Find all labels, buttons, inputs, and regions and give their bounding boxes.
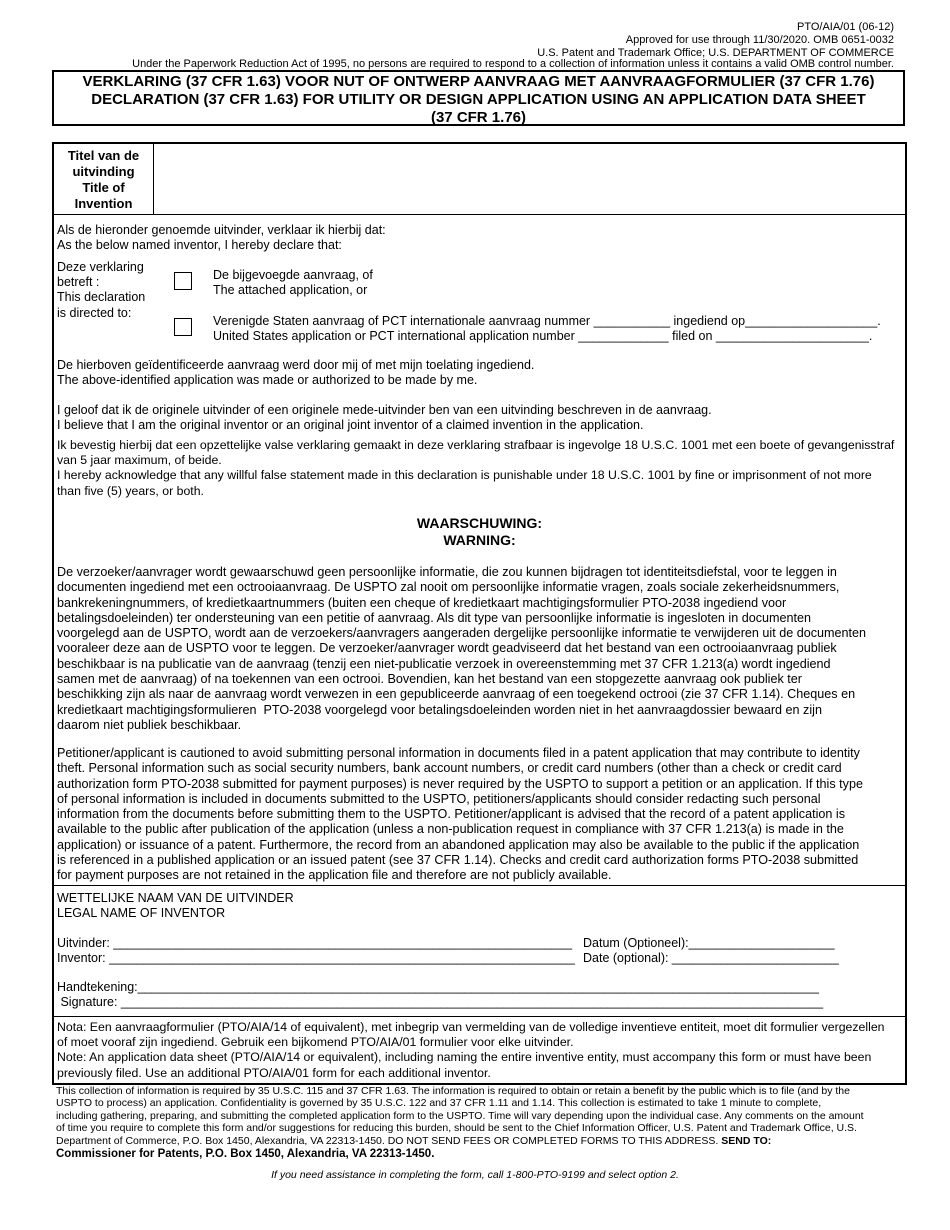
warning-line: for payment purposes are not retained in the application file and therefore are not publicly available.: [57, 868, 612, 883]
commissioner-address: Commissioner for Patents, P.O. Box 1450, Alexandria, VA 22313-1450.: [56, 1148, 435, 1161]
signature-field[interactable]: Handtekening:__________________________________________________________________________________________________ Signature: _____________________________________________________________________________________________________: [57, 980, 824, 1010]
warning-line: daarom niet publiek beschikbaar.: [57, 717, 242, 732]
invention-title-row: [54, 144, 905, 215]
declare-intro: Als de hieronder genoemde uitvinder, verklaar ik hierbij dat: As the below named inventor, I hereby declare that:: [57, 223, 386, 253]
warning-line: beschikking zijn als naar de aanvraag wordt verwezen in een gepubliceerde aanvraag of een toegekend octrooi (zie 37 CFR 1.14). Cheques en: [57, 687, 856, 702]
agency-name: U.S. Patent and Trademark Office; U.S. DEPARTMENT OF COMMERCE: [537, 47, 894, 59]
directed-to-label: Deze verklaring betreft : This declaration is directed to:: [57, 260, 146, 320]
original-inventor-statement: I geloof dat ik de originele uitvinder of een originele mede-uitvinder ben van een uitvinding beschreven in de aanvraag. I believe that I am the original inventor or an original joint inventor of a claimed invention in the application.: [57, 403, 712, 433]
attached-application-checkbox[interactable]: [174, 272, 192, 290]
warning-line: beschikbaar is na publicatie van de aanvraag (tenzij een niet-publicatie verzoek in overeenstemming met 37 CFR 1.213(a) wordt ingediend: [57, 656, 831, 671]
declaration-form: [52, 142, 907, 1085]
warning-line: application) or issuance of a patent. Furthermore, the record from an abandoned application may also be available to the public if the application: [57, 837, 860, 852]
divider: [54, 885, 905, 886]
warning-line: of personal information is included in documents submitted to the USPTO, petitioners/applicants should consider redacting such personal: [57, 791, 821, 806]
inventor-name-field[interactable]: Uitvinder: __________________________________________________________________ Inventor: ___________________________________________________________________: [57, 936, 575, 966]
false-statement-acknowledgement: Ik bevestig hierbij dat een opzettelijke valse verklaring gemaakt in deze verklaring strafbaar is ingevolge 18 U.S.C. 1001 met een boete of gevangenisstraf van 5 jaar maximum, of beide. I hereby acknowledge that any willful false statement made in this declaration is punishable under 18 U.S.C. 1001 by fine or imprisonment of not more than five (5) years, or both.: [57, 438, 895, 498]
warning-line: betalingsdoeleinden) ter ondersteuning van een petitie of aanvraag. Als dit type van persoonlijke informatie is ingesloten in documenten: [57, 610, 812, 625]
paperwork-notice: Under the Paperwork Reduction Act of 1995, no persons are required to respond to a collection of information unless it contains a valid OMB control number.: [132, 58, 894, 70]
invention-title-field[interactable]: [155, 144, 905, 214]
help-line: If you need assistance in completing the form, call 1-800-PTO-9199 and select option 2.: [271, 1169, 679, 1181]
warning-line: bankrekeningnummers, of kredietkaartnummers (buiten een cheque of kredietkaart machtigingsformulier PTO-2038 ingediend voor: [57, 595, 787, 610]
warning-line: voorgelegd aan de USPTO, wordt aan de verzoekers/aanvragers aangeraden dergelijke persoonlijke informatie te verwijderen uit de documenten: [57, 626, 867, 641]
warning-line: kredietkaart machtigingsformulieren PTO-2038 voorgelegd voor betalingsdoeleinden worden niet in het aanvraagdossier bewaard en zijn: [57, 702, 822, 717]
warning-line: available to the public after publication of the application (unless a non-publication request in compliance with 37 CFR 1.213(a) is made in the: [57, 822, 844, 837]
date-field[interactable]: Datum (Optioneel):_____________________ Date (optional): ________________________: [583, 936, 839, 966]
warning-line: documenten ingediend met een octrooiaanvraag. De USPTO zal nooit om persoonlijke informatie vragen, zoals sociale zekerheidsnummers,: [57, 580, 840, 595]
divider: [54, 1016, 905, 1017]
warning-line: De verzoeker/aanvrager wordt gewaarschuwd geen persoonlijke informatie, die zou kunnen bijdragen tot identiteitsdiefstal, voor te leggen in: [57, 565, 837, 579]
form-number: PTO/AIA/01 (06-12): [796, 21, 894, 33]
title-line-cfr: (37 CFR 1.76): [430, 109, 527, 126]
omb-approval: Approved for use through 11/30/2020. OMB 0651-0032: [625, 34, 894, 46]
warning-line: information from the documents before submitting them to the USPTO. Petitioner/applicant is advised that the record of a patent application is: [57, 807, 846, 822]
form-title: [52, 70, 905, 126]
form-header: [537, 21, 894, 60]
warning-text-en: [57, 746, 902, 884]
invention-title-label: Titel van de uitvinding Title of Invention: [54, 144, 154, 214]
warning-line: authorization form PTO-2038 submitted for payment purposes) is never required by the USPTO to support a petition or an application. If this type: [57, 776, 863, 791]
title-line-nl: VERKLARING (37 CFR 1.63) VOOR NUT OF ONTWERP AANVRAAG MET AANVRAAGFORMULIER (37 CFR 1.76): [82, 73, 875, 90]
warning-line: is referenced in a published application or an issued patent (see 37 CFR 1.14). Checks and credit card authorization forms PTO-2038 submitted: [57, 853, 859, 868]
application-made-statement: De hierboven geïdentificeerde aanvraag werd door mij of met mijn toelating ingediend. The above-identified application was made or authorized to be made by me.: [57, 358, 535, 388]
burden-statement: This collection of information is required by 35 U.S.C. 115 and 37 CFR 1.63. The information is required to obtain or retain a benefit by the public which is to file (and by the USPTO to process) an application. Confidentiality is governed by 35 U.S.C. 122 and 37 CFR 1.11 and 1.14. This collection is estimated to take 1 minute to complete, including gathering, preparing, and submitting the completed application form to the USPTO. Time will vary depending upon the individual case. Any comments on the amount of time you require to complete this form and/or suggestions for reducing this burden, should be sent to the Chief Information Officer, U.S. Patent and Trademark Office, U.S. Department of Commerce, P.O. Box 1450, Alexandria, VA 22313-1450. DO NOT SEND FEES OR COMPLETED FORMS TO THIS ADDRESS. SEND TO: Commissioner for Patents, P.O. Box 1450, Alexandria, VA 22313-1450.: [56, 1085, 896, 1161]
legal-name-heading: WETTELIJKE NAAM VAN DE UITVINDER LEGAL NAME OF INVENTOR: [57, 891, 294, 921]
title-line-en: DECLARATION (37 CFR 1.63) FOR UTILITY OR DESIGN APPLICATION USING AN APPLICATION DATA SHEET: [91, 91, 866, 108]
option-pct-application: Verenigde Staten aanvraag of PCT internationale aanvraag nummer ___________ ingediend op___________________. United States application or PCT international application number _____________ filed on ______________________.: [213, 314, 881, 344]
ads-note: Nota: Een aanvraagformulier (PTO/AIA/14 of equivalent), met inbegrip van vermelding van de volledige inventieve entiteit, moet dit formulier vergezellen of moet vooraf zijn ingediend. Gebruik een bijkomend PTO/AIA/01 formulier voor elke uitvinder. Note: An application data sheet (PTO/AIA/14 or equivalent), including naming the entire inventive entity, must accompany this form or must have been previously filed. Use an additional PTO/AIA/01 form for each additional inventor.: [57, 1020, 885, 1080]
warning-line: samen met de aanvraag) of na toekennen van een octrooi. Bovendien, kan het bestand van een stopgezette aanvraag ook publiek ter: [57, 672, 802, 687]
warning-line: Petitioner/applicant is cautioned to avoid submitting personal information in documents filed in a patent application that may contribute to identity: [57, 746, 860, 760]
warning-heading: WAARSCHUWING: WARNING:: [416, 515, 543, 548]
pct-application-checkbox[interactable]: [174, 318, 192, 336]
warning-line: theft. Personal information such as social security numbers, bank account numbers, or credit card numbers (other than a check or credit card: [57, 761, 842, 776]
warning-line: vooraleer deze aan de USPTO voor te leggen. De verzoeker/aanvrager wordt geadviseerd dat het bestand van een octrooiaanvraag publiek: [57, 641, 837, 656]
option-attached-application: De bijgevoegde aanvraag, of The attached application, or: [213, 268, 373, 298]
send-to-label: SEND TO:: [721, 1134, 772, 1147]
warning-text-nl: [57, 565, 902, 733]
